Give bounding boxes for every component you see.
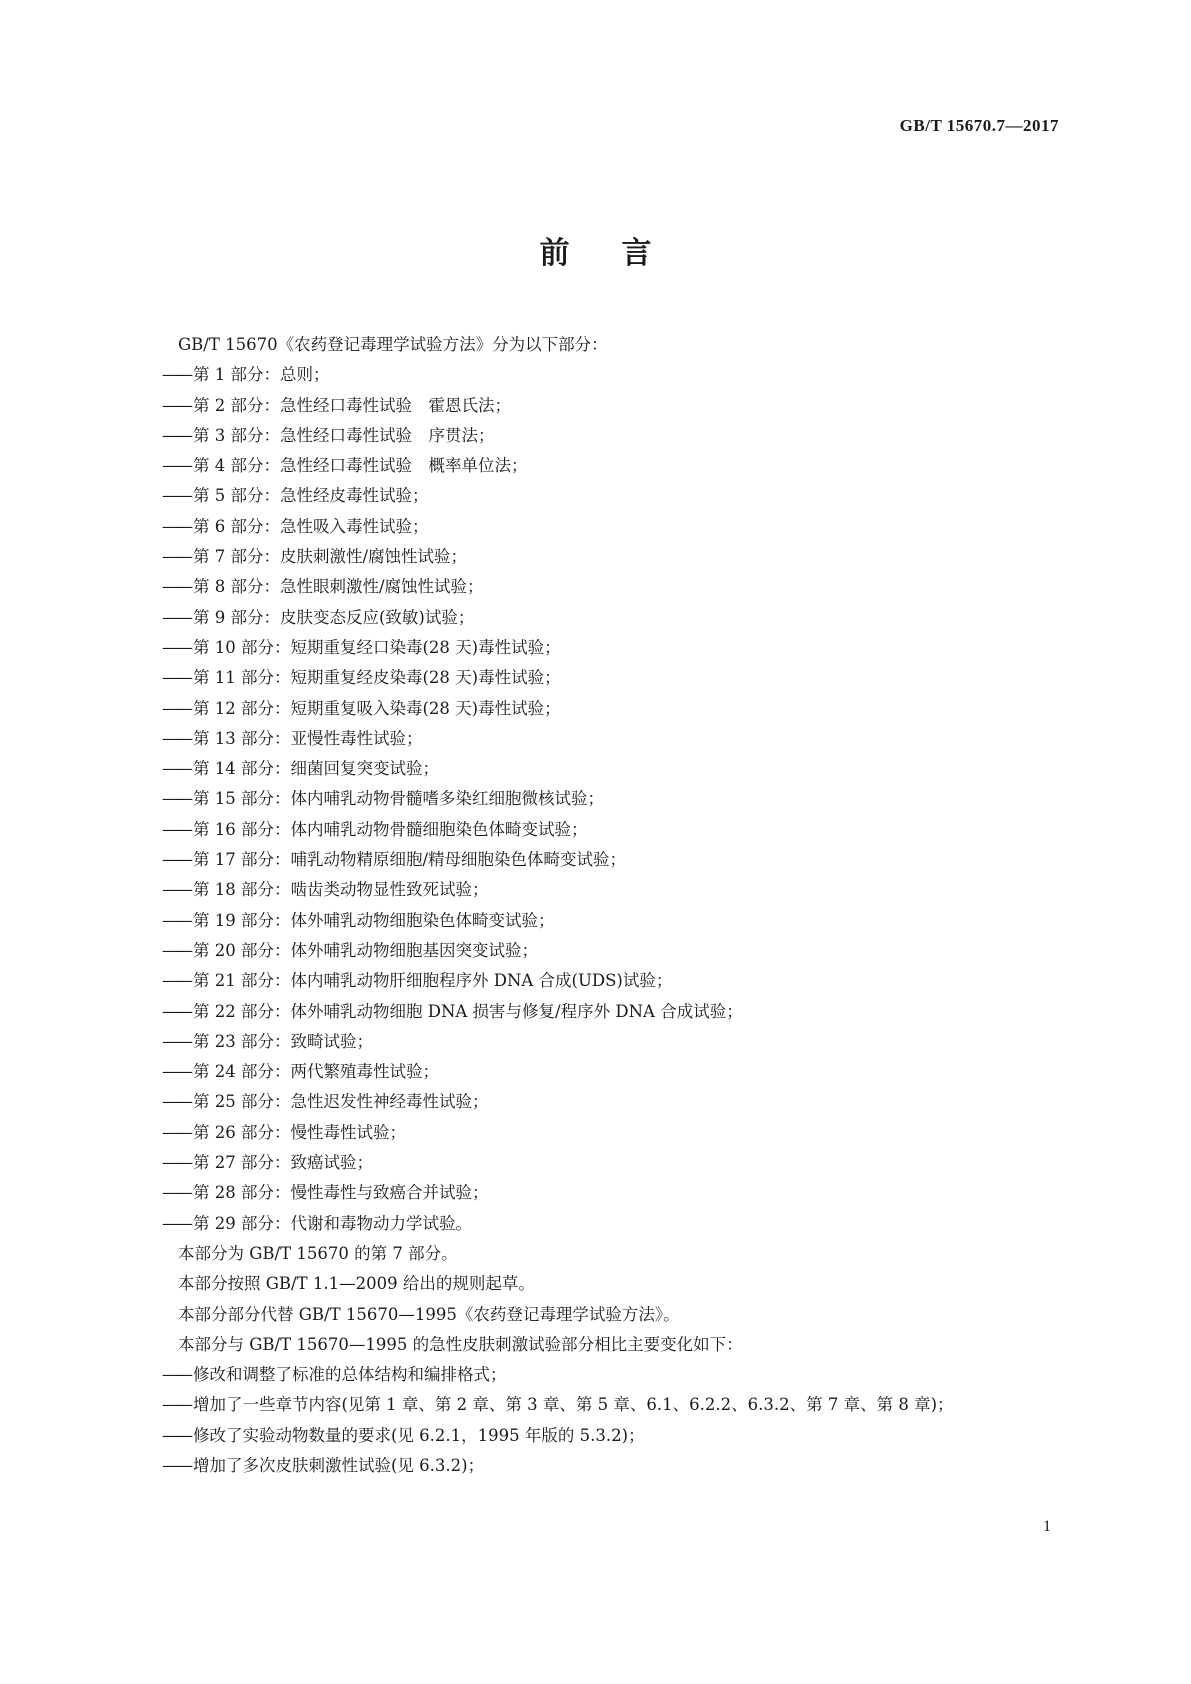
dash-marker: —— xyxy=(162,850,191,870)
dash-marker: —— xyxy=(162,1395,191,1415)
dash-marker: —— xyxy=(162,516,191,536)
paragraph-text: 第 1 部分：总则； xyxy=(193,365,330,385)
paragraph-text: 增加了一些章节内容(见第 1 章、第 2 章、第 3 章、第 5 章、6.1、6.2.2、6.3.2、第 7 章、第 8 章)； xyxy=(193,1395,954,1415)
paragraph-text: 第 18 部分：啮齿类动物显性致死试验； xyxy=(193,880,489,900)
standard-code: GB/T 15670.7—2017 xyxy=(899,116,1059,135)
paragraph-text: 修改了实验动物数量的要求(见 6.2.1，1995 年版的 5.3.2)； xyxy=(193,1425,645,1445)
list-item xyxy=(162,1057,1062,1087)
paragraph-text: 第 11 部分：短期重复经皮染毒(28 天)毒性试验； xyxy=(193,668,561,688)
list-item xyxy=(162,1027,1062,1057)
list-item xyxy=(162,1087,1062,1117)
list-item xyxy=(162,360,1062,390)
list-item xyxy=(162,512,1062,542)
dash-marker: —— xyxy=(162,668,191,688)
list-item xyxy=(162,663,1062,693)
dash-marker: —— xyxy=(162,547,191,567)
paragraph-text: 第 8 部分：急性眼刺激性/腐蚀性试验； xyxy=(193,577,484,597)
paragraph-text: 第 26 部分：慢性毒性试验； xyxy=(193,1122,406,1142)
list-item xyxy=(162,481,1062,511)
dash-marker: —— xyxy=(162,1092,191,1112)
dash-marker: —— xyxy=(162,577,191,597)
dash-marker: —— xyxy=(162,940,191,960)
dash-marker: —— xyxy=(162,971,191,991)
list-item xyxy=(162,391,1062,421)
paragraph-text: 第 5 部分：急性经皮毒性试验； xyxy=(193,486,429,506)
paragraph-text: 本部分按照 GB/T 1.1—2009 给出的规则起草。 xyxy=(178,1274,535,1294)
list-item xyxy=(162,421,1062,451)
paragraph-text: 第 19 部分：体外哺乳动物细胞染色体畸变试验； xyxy=(193,910,555,930)
dash-marker: —— xyxy=(162,1153,191,1173)
dash-marker: —— xyxy=(162,910,191,930)
paragraph-text: 第 15 部分：体内哺乳动物骨髓嗜多染红细胞微核试验； xyxy=(193,789,604,809)
list-item xyxy=(162,603,1062,633)
dash-marker: —— xyxy=(162,1425,191,1445)
paragraph-text: 第 6 部分：急性吸入毒性试验； xyxy=(193,516,429,536)
dash-marker: —— xyxy=(162,486,191,506)
dash-marker: —— xyxy=(162,819,191,839)
dash-marker: —— xyxy=(162,1365,191,1385)
paragraph-text: 第 14 部分：细菌回复突变试验； xyxy=(193,759,439,779)
list-item xyxy=(162,815,1062,845)
paragraph-text: 第 4 部分：急性经口毒性试验 概率单位法； xyxy=(193,456,528,476)
paragraph-text: 本部分为 GB/T 15670 的第 7 部分。 xyxy=(178,1243,458,1263)
list-item xyxy=(162,572,1062,602)
dash-marker: —— xyxy=(162,789,191,809)
list-item xyxy=(162,966,1062,996)
paragraph-text: 本部分部分代替 GB/T 15670—1995《农药登记毒理学试验方法》。 xyxy=(178,1304,680,1324)
paragraph-text: 第 24 部分：两代繁殖毒性试验； xyxy=(193,1062,439,1082)
dash-marker: —— xyxy=(162,1001,191,1021)
paragraph xyxy=(162,1269,1062,1299)
list-item xyxy=(162,1360,1062,1390)
list-item xyxy=(162,1390,1062,1420)
paragraph-text: 第 3 部分：急性经口毒性试验 序贯法； xyxy=(193,425,495,445)
page-number: 1 xyxy=(1043,1518,1051,1535)
paragraph-text: 第 28 部分：慢性毒性与致癌合并试验； xyxy=(193,1183,489,1203)
dash-marker: —— xyxy=(162,607,191,627)
paragraph-text: GB/T 15670《农药登记毒理学试验方法》分为以下部分： xyxy=(178,335,608,354)
list-item xyxy=(162,1421,1062,1451)
dash-marker: —— xyxy=(162,365,191,385)
paragraph xyxy=(162,330,1062,360)
paragraph-text: 增加了多次皮肤刺激性试验(见 6.3.2)； xyxy=(193,1455,485,1475)
dash-marker: —— xyxy=(162,1031,191,1051)
dash-marker: —— xyxy=(162,880,191,900)
paragraph-text: 第 17 部分：哺乳动物精原细胞/精母细胞染色体畸变试验； xyxy=(193,850,627,870)
list-item xyxy=(162,451,1062,481)
paragraph-text: 第 12 部分：短期重复吸入染毒(28 天)毒性试验； xyxy=(193,698,561,718)
dash-marker: —— xyxy=(162,425,191,445)
paragraph-text: 本部分与 GB/T 15670—1995 的急性皮肤刺激试验部分相比主要变化如下： xyxy=(178,1334,743,1354)
paragraph-text: 第 2 部分：急性经口毒性试验 霍恩氏法； xyxy=(193,395,511,415)
paragraph xyxy=(162,1330,1062,1360)
dash-marker: —— xyxy=(162,1062,191,1082)
page-title: 前言 xyxy=(539,236,704,271)
dash-marker: —— xyxy=(162,698,191,718)
paragraph xyxy=(162,1239,1062,1269)
paragraph-text: 第 25 部分：急性迟发性神经毒性试验； xyxy=(193,1092,489,1112)
list-item xyxy=(162,542,1062,572)
list-item xyxy=(162,1148,1062,1178)
paragraph-text: 第 29 部分：代谢和毒物动力学试验。 xyxy=(193,1213,472,1233)
dash-marker: —— xyxy=(162,759,191,779)
paragraph-text: 第 13 部分：亚慢性毒性试验； xyxy=(193,728,423,748)
dash-marker: —— xyxy=(162,1455,191,1475)
list-item xyxy=(162,724,1062,754)
list-item xyxy=(162,1209,1062,1239)
dash-marker: —— xyxy=(162,395,191,415)
list-item xyxy=(162,1451,1062,1481)
list-item xyxy=(162,754,1062,784)
paragraph-text: 第 20 部分：体外哺乳动物细胞基因突变试验； xyxy=(193,940,538,960)
list-item xyxy=(162,936,1062,966)
paragraph xyxy=(162,1300,1062,1330)
list-item xyxy=(162,845,1062,875)
paragraph-text: 第 21 部分：体内哺乳动物肝细胞程序外 DNA 合成(UDS)试验； xyxy=(193,971,673,991)
paragraph-text: 第 16 部分：体内哺乳动物骨髓细胞染色体畸变试验； xyxy=(193,819,588,839)
dash-marker: —— xyxy=(162,1213,191,1233)
foreword-body xyxy=(162,330,1062,1481)
list-item xyxy=(162,1178,1062,1208)
dash-marker: —— xyxy=(162,637,191,657)
list-item xyxy=(162,633,1062,663)
paragraph-text: 修改和调整了标准的总体结构和编排格式； xyxy=(193,1365,507,1385)
list-item xyxy=(162,875,1062,905)
paragraph-text: 第 23 部分：致畸试验； xyxy=(193,1031,373,1051)
paragraph-text: 第 27 部分：致癌试验； xyxy=(193,1153,373,1173)
paragraph-text: 第 22 部分：体外哺乳动物细胞 DNA 损害与修复/程序外 DNA 合成试验； xyxy=(193,1001,743,1021)
list-item xyxy=(162,784,1062,814)
paragraph-text: 第 10 部分：短期重复经口染毒(28 天)毒性试验； xyxy=(193,637,561,657)
dash-marker: —— xyxy=(162,1122,191,1142)
paragraph-text: 第 7 部分：皮肤刺激性/腐蚀性试验； xyxy=(193,547,468,567)
list-item xyxy=(162,1118,1062,1148)
paragraph-text: 第 9 部分：皮肤变态反应(致敏)试验； xyxy=(193,607,475,627)
list-item xyxy=(162,694,1062,724)
list-item xyxy=(162,906,1062,936)
list-item xyxy=(162,997,1062,1027)
dash-marker: —— xyxy=(162,728,191,748)
dash-marker: —— xyxy=(162,1183,191,1203)
dash-marker: —— xyxy=(162,456,191,476)
